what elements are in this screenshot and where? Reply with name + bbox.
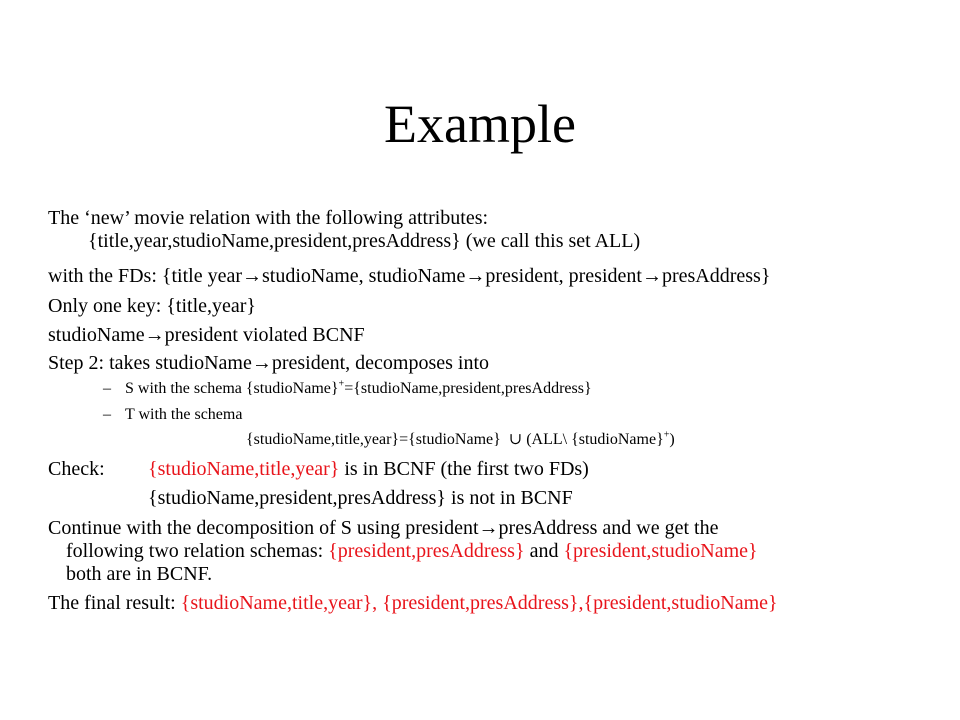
dash-icon: – <box>103 380 111 397</box>
attributes-set-text: {title,year,studioName,president,presAddress} (we call this set ALL) <box>88 230 641 252</box>
sub-bullet-t <box>103 406 242 424</box>
continue-text-4: both are in BCNF. <box>66 563 213 585</box>
continue-text-2: presAddress and we get the <box>498 517 719 539</box>
dash-icon: – <box>103 406 111 423</box>
check-label: Check: <box>48 458 105 480</box>
check-result-2 <box>148 487 573 509</box>
fds-line <box>48 265 770 287</box>
schema-t-def-3: ) <box>669 431 675 448</box>
relation-highlight: {president,studioName} <box>583 592 778 614</box>
union-icon: ∪ <box>508 431 523 448</box>
schema-t-def-1: {studioName,title,year}={studioName} <box>246 431 501 448</box>
fds-text-3: president, president <box>485 265 642 287</box>
continue-text-1: Continue with the decomposition of S using president <box>48 517 479 539</box>
violation-text-2: president violated BCNF <box>164 324 365 346</box>
schema-s-text-2: ={studioName,president,presAddress} <box>344 380 592 397</box>
step2-line <box>48 352 489 374</box>
violation-text-1: studioName <box>48 324 145 346</box>
fds-text-2: studioName, studioName <box>262 265 466 287</box>
relation-highlight: {studioName,title,year} <box>148 458 340 480</box>
closure-plus: + <box>663 429 670 441</box>
fds-text-1: with the FDs: {title year <box>48 265 243 287</box>
key-line <box>48 295 256 317</box>
arrow-icon: → <box>465 265 486 287</box>
step2-text-2: president, decomposes into <box>271 352 490 374</box>
arrow-icon: → <box>251 352 272 374</box>
arrow-icon: → <box>641 265 662 287</box>
check-result-1-text: is in BCNF (the first two FDs) <box>344 458 589 480</box>
continue-line <box>48 517 718 539</box>
arrow-icon: → <box>144 324 165 346</box>
check-result-2-text: {studioName,president,presAddress} is not in BCNF <box>148 487 573 509</box>
step2-text-1: Step 2: takes studioName <box>48 352 252 374</box>
schema-t-def-2: (ALL\ {studioName} <box>526 431 664 448</box>
relation-highlight: {president,presAddress} <box>328 540 525 562</box>
closure-plus: + <box>338 378 345 390</box>
slide-title: Example <box>384 94 576 154</box>
relation-highlight: {studioName,title,year} <box>180 592 373 614</box>
check-line <box>48 458 105 480</box>
schema-t-definition <box>246 431 675 449</box>
continue-line-2 <box>66 540 758 562</box>
relation-highlight: {president,presAddress} <box>382 592 579 614</box>
attributes-set-line <box>88 230 640 252</box>
violation-line <box>48 324 365 346</box>
continue-text-3: following two relation schemas: <box>66 540 324 562</box>
key-text: Only one key: {title,year} <box>48 295 257 317</box>
final-result-line <box>48 592 778 614</box>
separator: , <box>372 592 378 614</box>
arrow-icon: → <box>242 265 263 287</box>
continue-and: and <box>529 540 559 562</box>
continue-line-3 <box>66 563 212 585</box>
relation-highlight: {president,studioName} <box>563 540 758 562</box>
arrow-icon: → <box>478 517 499 539</box>
final-label: The final result: <box>48 592 176 614</box>
attributes-text: The ‘new’ movie relation with the following attributes: <box>48 207 489 229</box>
separator: , <box>578 592 584 614</box>
schema-s-text-1: S with the schema {studioName} <box>125 380 339 397</box>
fds-text-4: presAddress} <box>661 265 771 287</box>
attributes-line <box>48 207 488 229</box>
schema-t-text: T with the schema <box>125 406 243 423</box>
sub-bullet-s <box>103 380 592 398</box>
check-result-1 <box>148 458 589 480</box>
